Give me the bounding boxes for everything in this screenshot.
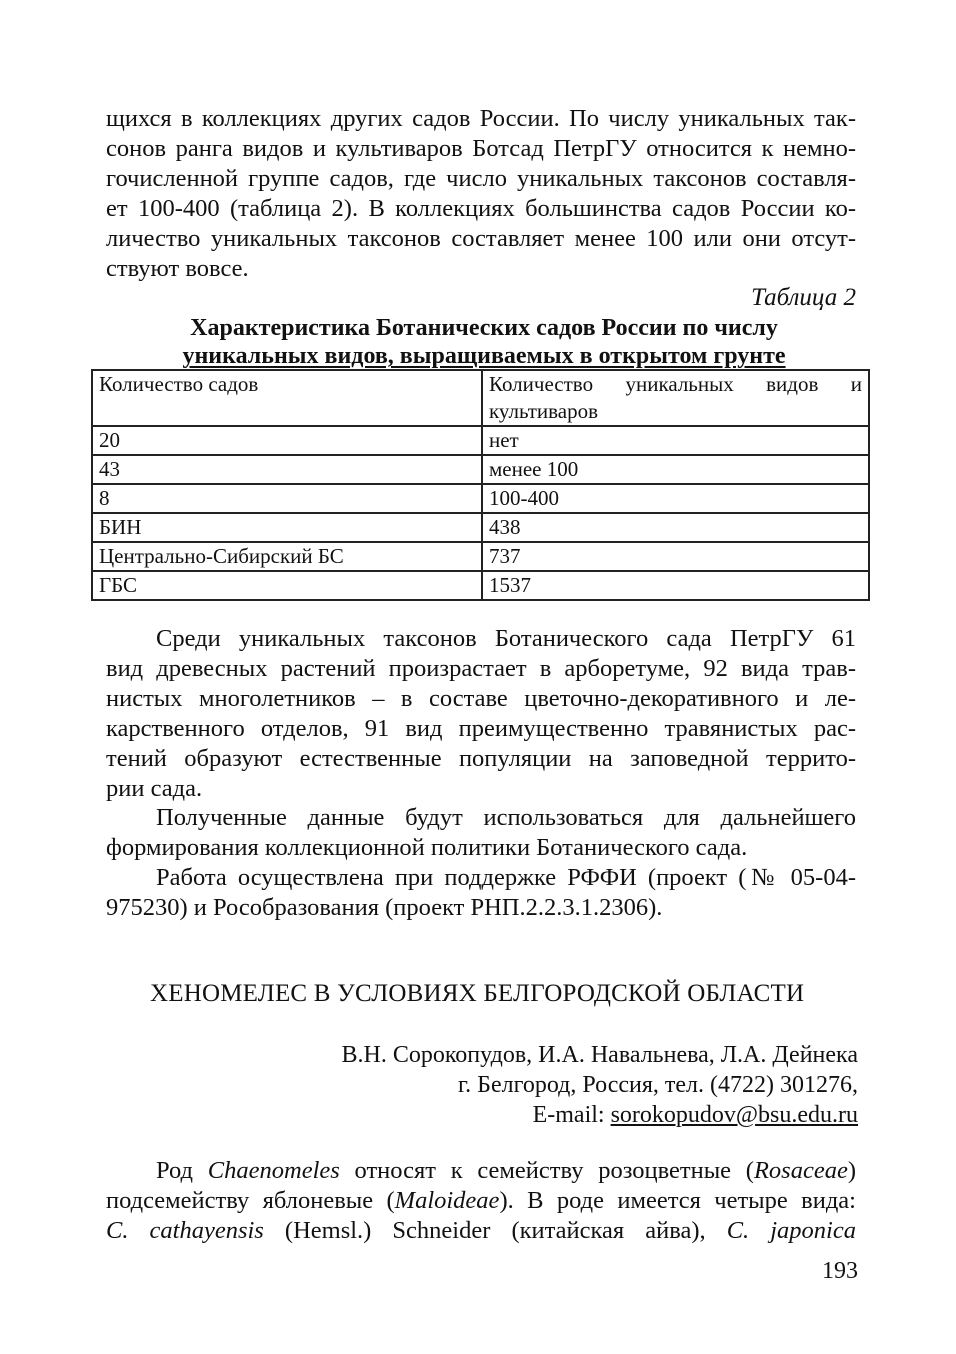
table-row xyxy=(92,513,869,542)
email-link[interactable]: sorokopudov@bsu.edu.ru xyxy=(610,1102,858,1128)
table-cell: 20 xyxy=(92,426,482,455)
text-line: Среди уникальных таксонов Ботанического сада ПетрГУ 61 xyxy=(156,625,856,652)
text-line: сонов ранга видов и культиваров Ботсад ПетрГУ относится к немно- xyxy=(106,135,856,162)
table-cell: 737 xyxy=(482,542,869,571)
text-line: Работа осуществлена при поддержке РФФИ (проект (№ 05-04- xyxy=(156,864,856,891)
text-run: подсемейству яблоневые ( xyxy=(106,1187,395,1214)
table-cell: Центрально-Сибирский БС xyxy=(92,542,482,571)
text-line: ствуют вовсе. xyxy=(106,255,249,282)
text-line: вид древесных растений произрастает в арборетуме, 92 вида трав- xyxy=(106,655,856,682)
text-run: Род xyxy=(156,1157,208,1184)
text-line: гочисленной группе садов, где число уникальных таксонов составля- xyxy=(106,165,856,192)
text-line: нистых многолетников – в составе цветочно-декоративного и ле- xyxy=(106,685,856,712)
table-title-line: Характеристика Ботанических садов России по числу xyxy=(190,315,778,341)
table-row xyxy=(92,542,869,571)
intro-paragraph xyxy=(106,104,856,284)
text-line: ет 100-400 (таблица 2). В коллекциях большинства садов России ко- xyxy=(106,195,856,222)
text-line xyxy=(106,1216,856,1246)
table-cell: нет xyxy=(482,426,869,455)
body-paragraph xyxy=(106,1156,856,1246)
table-cell: БИН xyxy=(92,513,482,542)
table-header-cell: Количество уникальных видов и культиваров xyxy=(482,370,869,426)
body-paragraph xyxy=(106,803,856,863)
authors-block xyxy=(342,1040,859,1130)
table-cell: 8 xyxy=(92,484,482,513)
text-line: щихся в коллекциях других садов России. По числу уникальных так- xyxy=(106,105,856,132)
gardens-table xyxy=(91,369,870,601)
author-address: г. Белгород, Россия, тел. (4722) 301276, xyxy=(458,1072,858,1098)
table-header-row xyxy=(92,370,869,426)
text-run: (Hemsl.) Schneider (китайская айва), xyxy=(263,1217,727,1244)
text-line: рии сада. xyxy=(106,775,203,802)
text-line xyxy=(106,1186,856,1216)
author-names: В.Н. Сорокопудов, И.А. Навальнева, Л.А. Дейнека xyxy=(341,1042,858,1068)
text-run: относят к семейству розоцветные ( xyxy=(339,1157,754,1184)
table-cell: 1537 xyxy=(482,571,869,600)
text-line: личество уникальных таксонов составляет менее 100 или они отсут- xyxy=(106,225,856,252)
table-title-line: уникальных видов, выращиваемых в открытом грунте xyxy=(182,343,786,369)
table-row xyxy=(92,455,869,484)
body-paragraph xyxy=(106,624,856,804)
table-title xyxy=(106,314,862,370)
article-heading: ХЕНОМЕЛЕС В УСЛОВИЯХ БЕЛГОРОДСКОЙ ОБЛАСТИ xyxy=(150,980,805,1007)
table-cell: 438 xyxy=(482,513,869,542)
table-cell: 100-400 xyxy=(482,484,869,513)
table-header-cell: Количество садов xyxy=(92,370,482,426)
genus-name: Chaenomeles xyxy=(207,1157,340,1184)
table-cell: 43 xyxy=(92,455,482,484)
subfamily-name: Maloideae xyxy=(394,1187,500,1214)
text-line xyxy=(106,1156,856,1186)
page-number: 193 xyxy=(822,1258,858,1284)
text-run: ) xyxy=(847,1157,857,1184)
email-label: E-mail: xyxy=(532,1102,611,1128)
family-name: Rosaceae xyxy=(753,1157,848,1184)
text-line: Полученные данные будут использоваться для дальнейшего xyxy=(156,804,856,831)
table-cell: ГБС xyxy=(92,571,482,600)
text-line: формирования коллекционной политики Ботанического сада. xyxy=(106,834,748,861)
table-row xyxy=(92,426,869,455)
table-row xyxy=(92,484,869,513)
table-row xyxy=(92,571,869,600)
author-email-line xyxy=(342,1100,859,1130)
species-name: C. japonica xyxy=(726,1217,856,1244)
text-line: 975230) и Рособразования (проект РНП.2.2.3.1.2306). xyxy=(106,894,663,921)
text-run: ). В роде имеется четыре вида: xyxy=(499,1187,856,1214)
species-name: C. cathayensis xyxy=(106,1217,264,1244)
text-line: тений образуют естественные популяции на заповедной террито- xyxy=(106,745,856,772)
text-line: карственного отделов, 91 вид преимущественно травянистых рас- xyxy=(106,715,856,742)
funding-paragraph xyxy=(106,863,856,923)
table-cell: менее 100 xyxy=(482,455,869,484)
table-caption: Таблица 2 xyxy=(751,284,856,311)
